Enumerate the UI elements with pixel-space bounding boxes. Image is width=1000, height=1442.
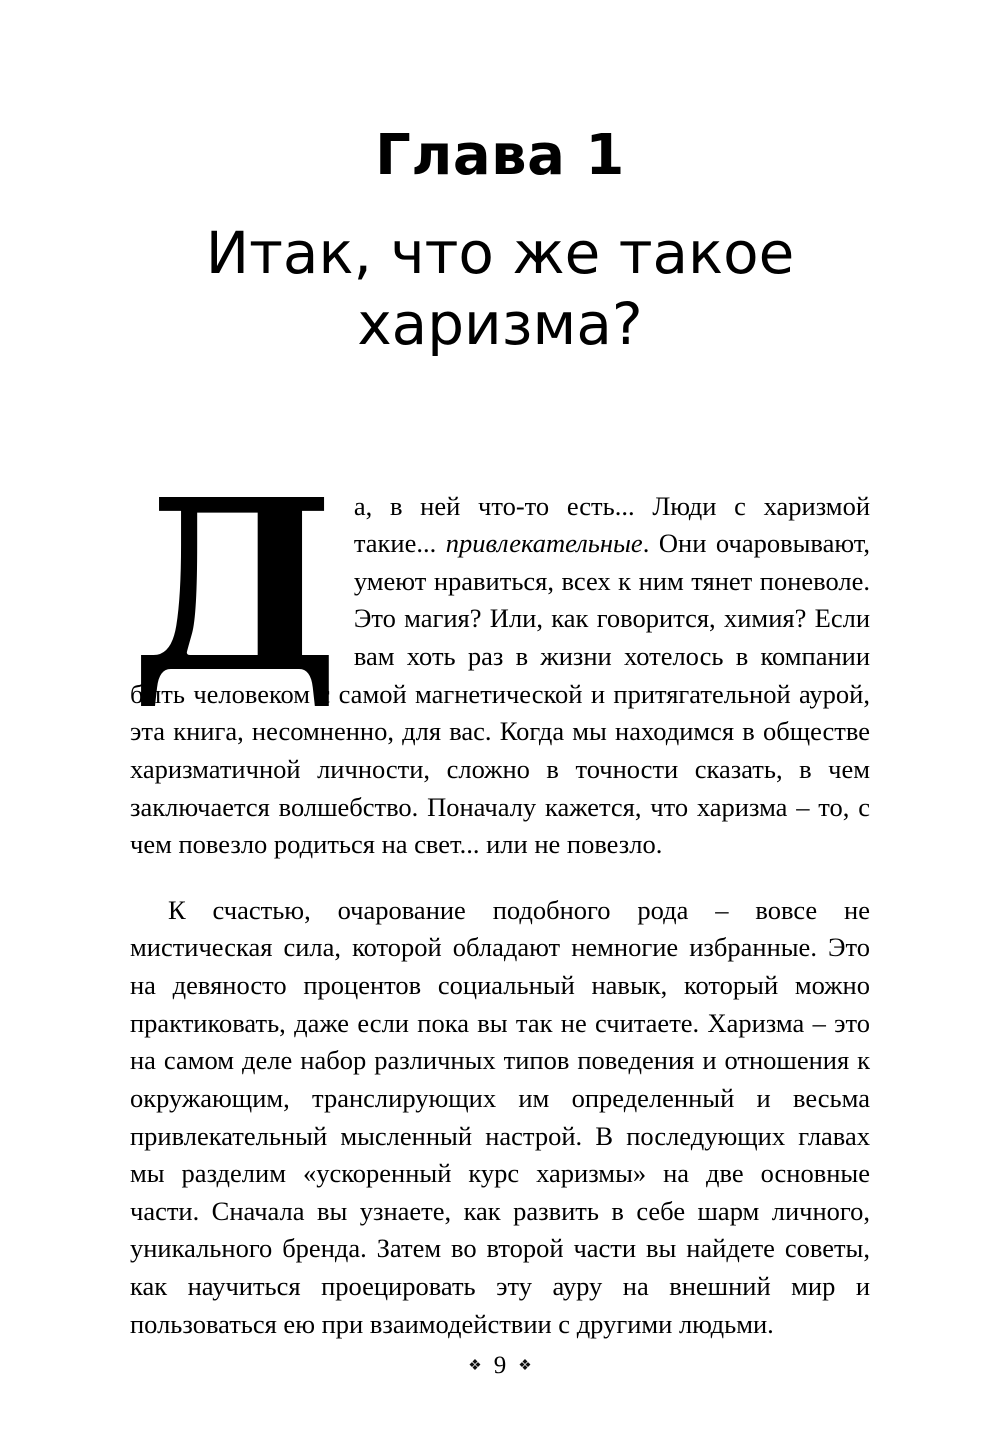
- paragraph-first-segment-1: а, в ней что-то есть... Люди с харизмой такие...: [353, 490, 870, 559]
- body-text-area: [130, 360, 870, 1344]
- chapter-title: Итак, что же такое харизма?: [205, 219, 795, 358]
- chapter-label: Глава 1: [375, 123, 625, 188]
- page-number: 9: [493, 1352, 507, 1379]
- page-footer: [0, 1352, 1000, 1380]
- drop-cap: Д: [130, 446, 340, 725]
- paragraph-first-segment-2: . Они очаровывают, умеют нравиться, всех к ним тянет поневоле. Это магия? Или, как говорится, химия? Если вам хоть раз в жизни хотелось в компании быть человеком с самой магнетической и притягательной аурой, эта книга, несомненно, для вас. Когда мы находимся в обществе харизматичной личности, сложно в точности сказать, в чем заключается волшебство. Поначалу кажется, что харизма – то, с чем повезло родиться на свет... или не повезло.: [130, 528, 870, 860]
- paragraph-first: [130, 446, 870, 864]
- chapter-header: [0, 0, 1000, 360]
- paragraph-first-italic: привлекательные: [445, 528, 643, 559]
- ornament-right-icon: ❖: [518, 1358, 532, 1374]
- ornament-left-icon: ❖: [468, 1358, 482, 1374]
- paragraph-second: К счастью, очарование подобного рода – вовсе не мистическая сила, которой обладают немногие избранные. Это на девяносто процентов социальный навык, который можно практиковать, даже если пока вы так не считаете. Харизма – это на самом деле набор различных типов поведения и отношения к окружающим, транслирующих им определенный и весьма привлекательный мысленный настрой. В последующих главах мы разделим «ускоренный курс харизмы» на две основные части. Сначала вы узнаете, как развить в себе шарм личного, уникального бренда. Затем во второй части вы найдете советы, как научиться проецировать эту ауру на внешний мир и пользоваться ею при взаимодействии с другими людьми.: [130, 894, 870, 1339]
